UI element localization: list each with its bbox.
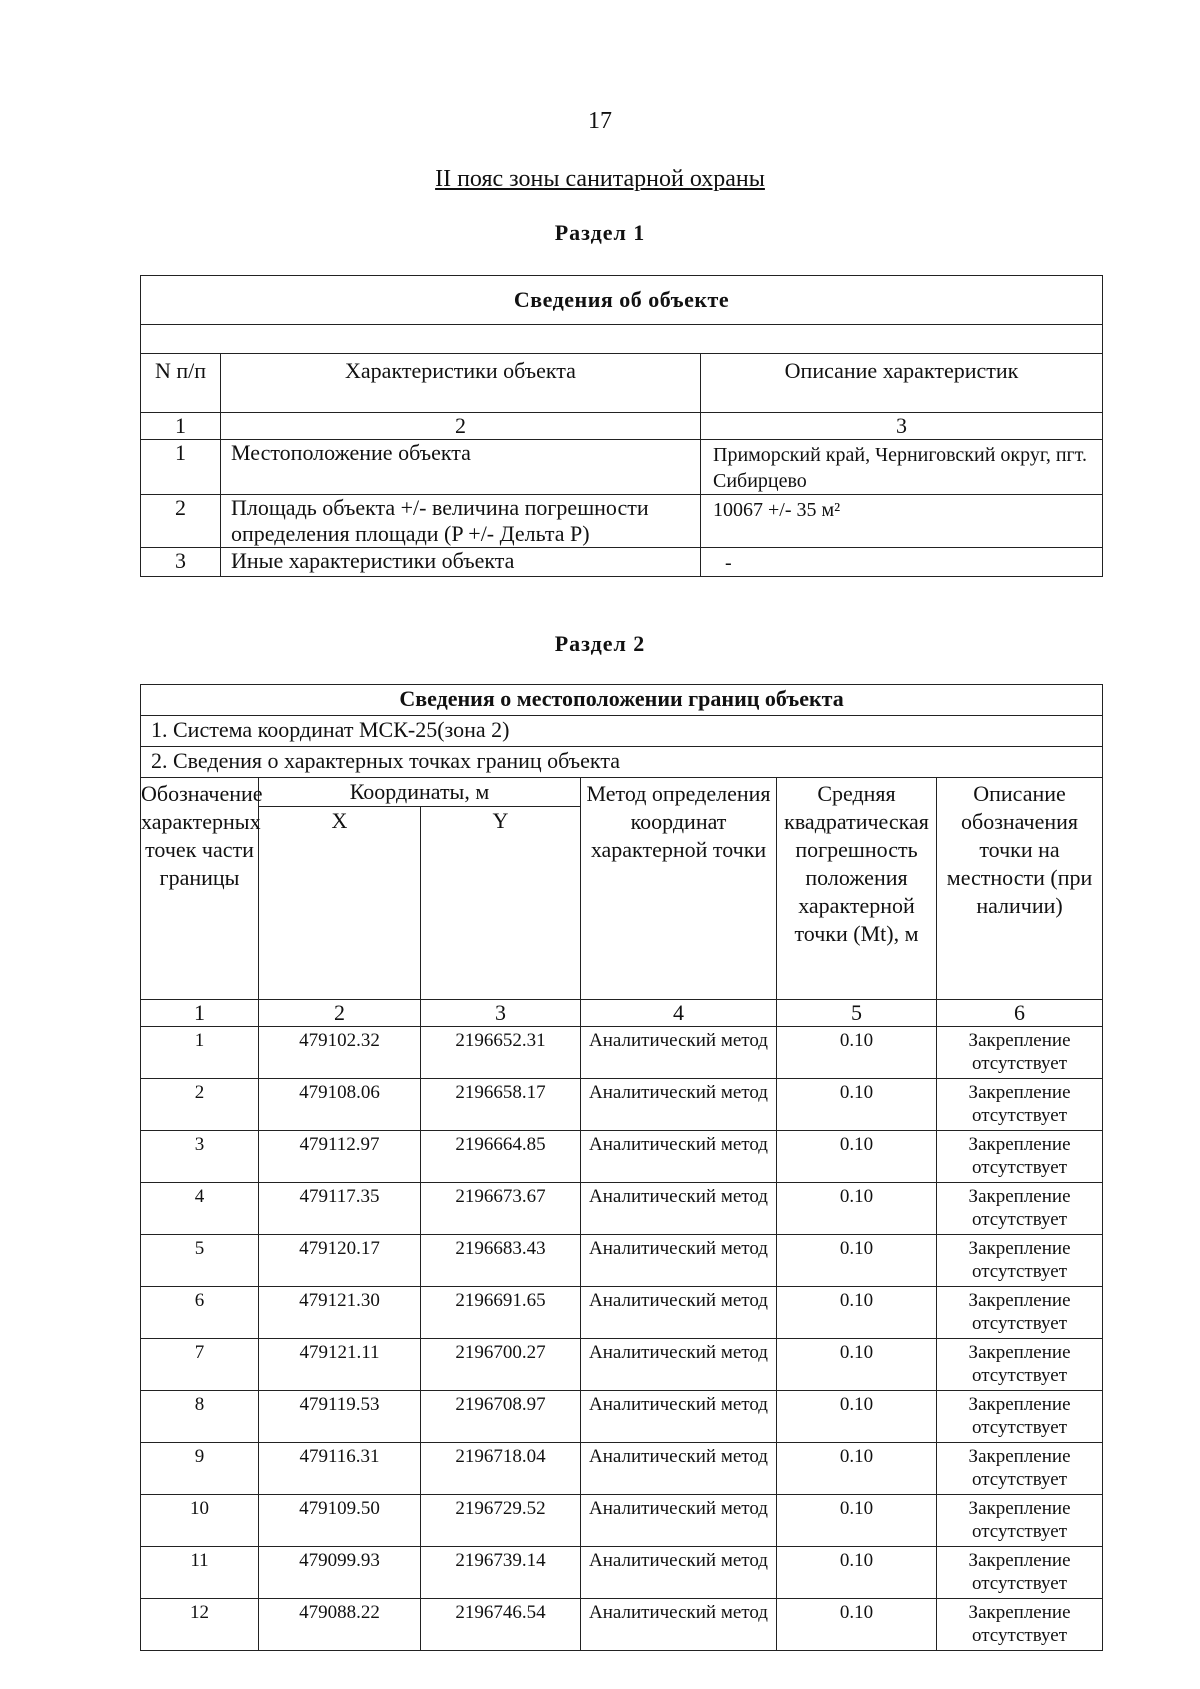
point-description: Закрепление отсутствует: [937, 1287, 1103, 1339]
table-row: [141, 1391, 1103, 1443]
table-row: [141, 1287, 1103, 1339]
mean-error: 0.10: [777, 1131, 937, 1183]
coord-y: 2196746.54: [421, 1599, 581, 1651]
method: Аналитический метод: [581, 1443, 777, 1495]
mean-error: 0.10: [777, 1079, 937, 1131]
coord-y: 2196718.04: [421, 1443, 581, 1495]
mean-error: 0.10: [777, 1183, 937, 1235]
coord-x: 479088.22: [259, 1599, 421, 1651]
col-number: 1: [141, 413, 221, 440]
point-description: Закрепление отсутствует: [937, 1183, 1103, 1235]
row-description: Приморский край, Черниговский округ, пгт. Сибирцево: [701, 440, 1103, 495]
method: Аналитический метод: [581, 1495, 777, 1547]
method: Аналитический метод: [581, 1287, 777, 1339]
col-number: 3: [701, 413, 1103, 440]
boundary-points-table: [140, 684, 1103, 1651]
coord-y: 2196708.97: [421, 1391, 581, 1443]
boundary-caption: Сведения о местоположении границ объекта: [141, 685, 1103, 716]
col-number: 2: [259, 1000, 421, 1027]
point-number: 5: [141, 1235, 259, 1287]
table-row: [141, 1339, 1103, 1391]
table-row: [141, 1027, 1103, 1079]
point-description: Закрепление отсутствует: [937, 1391, 1103, 1443]
point-number: 10: [141, 1495, 259, 1547]
coord-y: 2196673.67: [421, 1183, 581, 1235]
table-row: [141, 1079, 1103, 1131]
point-description: Закрепление отсутствует: [937, 1599, 1103, 1651]
section-2-title: Раздел 2: [554, 631, 646, 656]
row-description: 10067 +/- 35 м²: [701, 495, 1103, 548]
method: Аналитический метод: [581, 1183, 777, 1235]
header-coordinates: Координаты, м: [259, 778, 581, 807]
coord-x: 479112.97: [259, 1131, 421, 1183]
point-description: Закрепление отсутствует: [937, 1547, 1103, 1599]
point-description: Закрепление отсутствует: [937, 1131, 1103, 1183]
method: Аналитический метод: [581, 1027, 777, 1079]
coord-x: 479109.50: [259, 1495, 421, 1547]
coordinate-system-line: 1. Система координат МСК-25(зона 2): [141, 716, 1103, 747]
point-number: 8: [141, 1391, 259, 1443]
coord-x: 479121.11: [259, 1339, 421, 1391]
table-row: [141, 1443, 1103, 1495]
mean-error: 0.10: [777, 1547, 937, 1599]
header-n: N п/п: [141, 354, 221, 413]
row-characteristic: Иные характеристики объекта: [221, 548, 701, 577]
method: Аналитический метод: [581, 1339, 777, 1391]
point-number: 12: [141, 1599, 259, 1651]
table-row: [141, 1547, 1103, 1599]
method: Аналитический метод: [581, 1131, 777, 1183]
table-row: [141, 1235, 1103, 1287]
table-row: [141, 1131, 1103, 1183]
coord-x: 479099.93: [259, 1547, 421, 1599]
col-number: 1: [141, 1000, 259, 1027]
method: Аналитический метод: [581, 1391, 777, 1443]
section-1-title: Раздел 1: [554, 220, 646, 245]
mean-error: 0.10: [777, 1235, 937, 1287]
point-description: Закрепление отсутствует: [937, 1495, 1103, 1547]
table-row: [141, 1599, 1103, 1651]
point-number: 11: [141, 1547, 259, 1599]
point-number: 6: [141, 1287, 259, 1339]
point-description: Закрепление отсутствует: [937, 1339, 1103, 1391]
row-number: 2: [141, 495, 221, 548]
method: Аналитический метод: [581, 1079, 777, 1131]
points-body: [141, 1027, 1103, 1651]
point-number: 1: [141, 1027, 259, 1079]
coord-y: 2196729.52: [421, 1495, 581, 1547]
coord-y: 2196691.65: [421, 1287, 581, 1339]
coord-x: 479119.53: [259, 1391, 421, 1443]
mean-error: 0.10: [777, 1339, 937, 1391]
coord-x: 479102.32: [259, 1027, 421, 1079]
table-row: [141, 495, 1103, 548]
col-number: 4: [581, 1000, 777, 1027]
coord-y: 2196700.27: [421, 1339, 581, 1391]
row-characteristic: Местоположение объекта: [221, 440, 701, 495]
header-characteristics: Характеристики объекта: [221, 354, 701, 413]
coord-y: 2196683.43: [421, 1235, 581, 1287]
method: Аналитический метод: [581, 1599, 777, 1651]
header-point: Обозначение характерных точек части границы: [141, 778, 259, 1000]
coord-y: 2196658.17: [421, 1079, 581, 1131]
coord-y: 2196739.14: [421, 1547, 581, 1599]
mean-error: 0.10: [777, 1287, 937, 1339]
coord-x: 479117.35: [259, 1183, 421, 1235]
col-number: 3: [421, 1000, 581, 1027]
coord-x: 479116.31: [259, 1443, 421, 1495]
header-y: Y: [421, 807, 581, 1000]
mean-error: 0.10: [777, 1495, 937, 1547]
blank-row: [141, 325, 1103, 354]
header-description: Описание характеристик: [701, 354, 1103, 413]
table-row: [141, 1495, 1103, 1547]
coord-x: 479121.30: [259, 1287, 421, 1339]
point-number: 3: [141, 1131, 259, 1183]
row-number: 1: [141, 440, 221, 495]
object-info-caption: Сведения об объекте: [141, 276, 1103, 325]
header-x: X: [259, 807, 421, 1000]
header-method: Метод определения координат характерной точки: [581, 778, 777, 1000]
mean-error: 0.10: [777, 1027, 937, 1079]
coord-x: 479120.17: [259, 1235, 421, 1287]
coord-y: 2196652.31: [421, 1027, 581, 1079]
point-description: Закрепление отсутствует: [937, 1443, 1103, 1495]
point-number: 4: [141, 1183, 259, 1235]
row-description: -: [701, 548, 1103, 577]
row-characteristic: Площадь объекта +/- величина погрешности определения площади (P +/- Дельта P): [221, 495, 701, 548]
point-number: 9: [141, 1443, 259, 1495]
table-row: [141, 440, 1103, 495]
point-description: Закрепление отсутствует: [937, 1027, 1103, 1079]
points-info-line: 2. Сведения о характерных точках границ объекта: [141, 747, 1103, 778]
header-description: Описание обозначения точки на местности (при наличии): [937, 778, 1103, 1000]
page-number: 17: [588, 108, 612, 134]
table-row: [141, 548, 1103, 577]
mean-error: 0.10: [777, 1599, 937, 1651]
object-info-table: [140, 275, 1103, 577]
coord-x: 479108.06: [259, 1079, 421, 1131]
point-number: 7: [141, 1339, 259, 1391]
col-number: 2: [221, 413, 701, 440]
zone-title-text: II пояс зоны санитарной охраны: [435, 166, 765, 192]
zone-title: [0, 166, 1200, 193]
table-row: [141, 1183, 1103, 1235]
row-number: 3: [141, 548, 221, 577]
point-description: Закрепление отсутствует: [937, 1235, 1103, 1287]
method: Аналитический метод: [581, 1235, 777, 1287]
point-number: 2: [141, 1079, 259, 1131]
coord-y: 2196664.85: [421, 1131, 581, 1183]
col-number: 6: [937, 1000, 1103, 1027]
col-number: 5: [777, 1000, 937, 1027]
point-description: Закрепление отсутствует: [937, 1079, 1103, 1131]
header-error: Средняя квадратическая погрешность положения характерной точки (Mt), м: [777, 778, 937, 1000]
method: Аналитический метод: [581, 1547, 777, 1599]
mean-error: 0.10: [777, 1443, 937, 1495]
mean-error: 0.10: [777, 1391, 937, 1443]
